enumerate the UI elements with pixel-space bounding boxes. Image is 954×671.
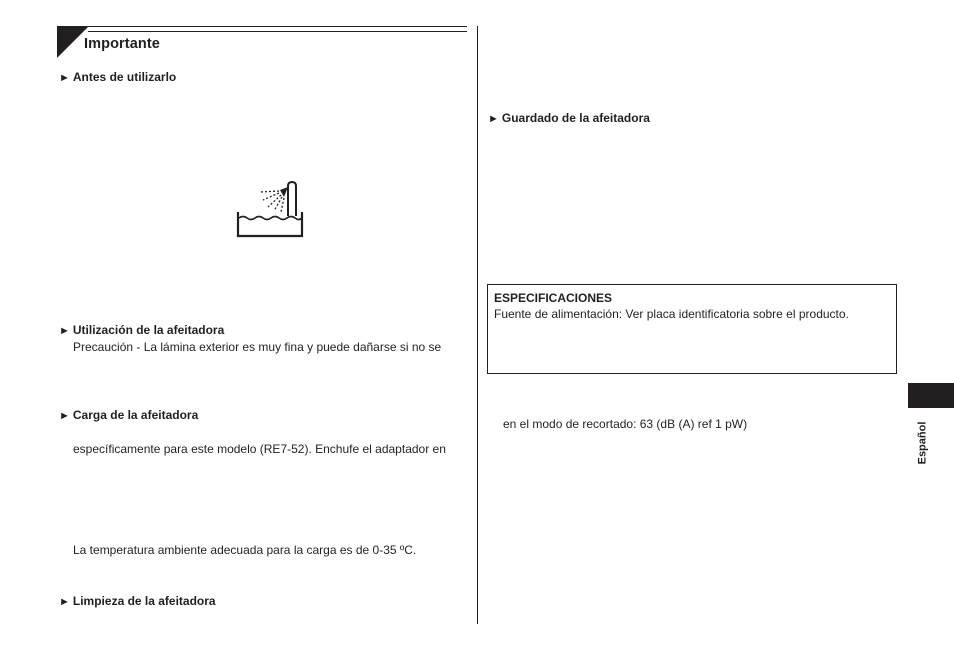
language-tab bbox=[908, 383, 954, 408]
section-heading-label: Antes de utilizarlo bbox=[72, 70, 177, 84]
section-heading-using-shaver bbox=[59, 323, 224, 337]
section-heading-label: Utilización de la afeitadora bbox=[72, 323, 225, 337]
charging-temperature-text: La temperatura ambiente adecuada para la carga es de 0-35 ºC. bbox=[73, 543, 417, 557]
arrow-right-icon: ► bbox=[59, 596, 70, 608]
caution-text: Precaución - La lámina exterior es muy fina y puede dañarse si no se bbox=[73, 340, 442, 354]
section-heading-label: Guardado de la afeitadora bbox=[501, 111, 650, 125]
section-heading-label: Carga de la afeitadora bbox=[72, 408, 199, 422]
section-heading-cleaning bbox=[59, 594, 216, 608]
specifications-box bbox=[487, 284, 897, 374]
section-heading-charging bbox=[59, 408, 198, 422]
column-divider bbox=[477, 26, 478, 624]
shower-bath-icon bbox=[236, 180, 304, 240]
section-heading-before-use bbox=[59, 70, 176, 84]
arrow-right-icon: ► bbox=[488, 113, 499, 125]
section-heading-label: Limpieza de la afeitadora bbox=[72, 594, 216, 608]
charging-adapter-text: específicamente para este modelo (RE7-52). Enchufe el adaptador en bbox=[73, 442, 446, 456]
language-label: Español bbox=[916, 421, 929, 465]
arrow-right-icon: ► bbox=[59, 72, 70, 84]
arrow-right-icon: ► bbox=[59, 325, 70, 337]
power-supply-text: Fuente de alimentación: Ver placa identificatoria sobre el producto. bbox=[494, 307, 849, 321]
specifications-title: ESPECIFICACIONES bbox=[494, 291, 613, 305]
header-rule-bottom bbox=[88, 31, 467, 32]
section-heading-storage bbox=[488, 111, 650, 125]
header-rule-top bbox=[88, 26, 467, 27]
arrow-right-icon: ► bbox=[59, 410, 70, 422]
noise-level-text: en el modo de recortado: 63 (dB (A) ref 1 pW) bbox=[503, 417, 748, 431]
page-title: Importante bbox=[84, 36, 160, 52]
